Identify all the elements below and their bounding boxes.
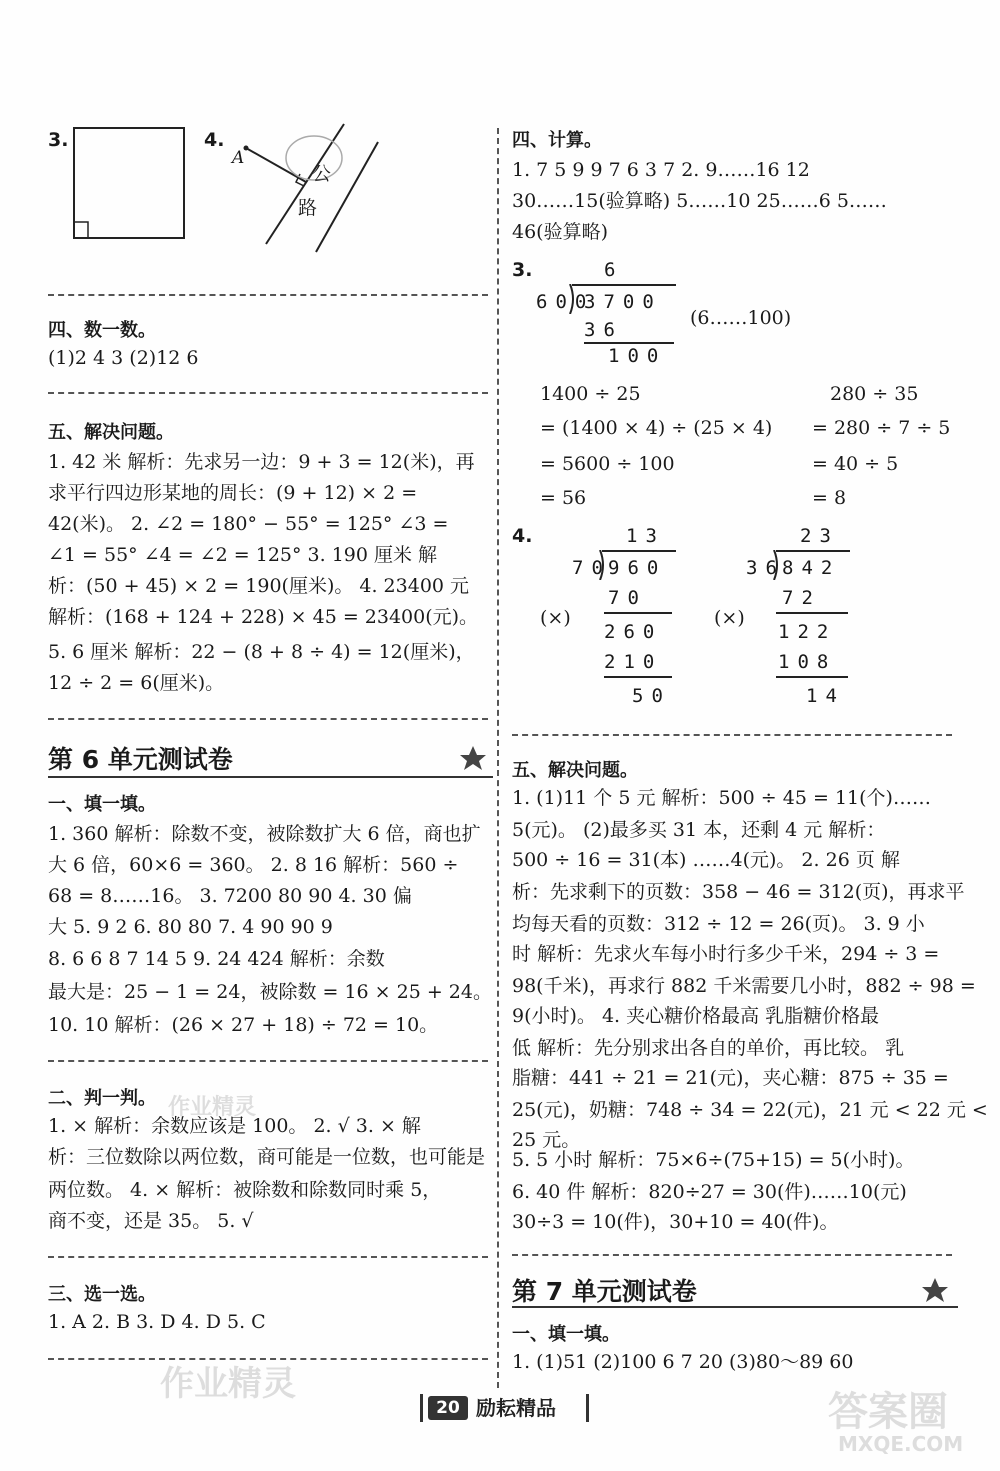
star-icon xyxy=(920,1276,950,1304)
answer-line: 25(元)，奶糖：748 ÷ 34 = 22(元)，21 元 < 22 元 < xyxy=(512,1099,988,1121)
ld3-line xyxy=(776,612,848,614)
answer-line: 两位数。 4. × 解析：被除数和除数同时乘 5， xyxy=(48,1179,442,1201)
ld2-quotient: 13 xyxy=(626,525,665,547)
answer-line: 脂糖：441 ÷ 21 = 21(元)，夹心糖：875 ÷ 35 = xyxy=(512,1067,949,1089)
answer-line: 均每天看的页数：312 ÷ 12 = 26(页)。 3. 9 小 xyxy=(512,913,925,935)
divider xyxy=(48,1256,488,1258)
ld2-bar xyxy=(602,550,676,552)
answer-line: 解析：(168 + 124 + 228) × 45 = 23400(元)。 xyxy=(48,606,479,628)
ld3-bar xyxy=(776,550,850,552)
answer-line: 10. 10 解析：(26 × 27 + 18) ÷ 72 = 10。 xyxy=(48,1014,439,1036)
footer-bracket xyxy=(420,1394,423,1422)
answer-line: 30……15(验算略) 5……10 25……6 5…… xyxy=(512,190,887,212)
equation-line: = 40 ÷ 5 xyxy=(812,453,899,475)
section-title: 四、计算。 xyxy=(512,130,602,151)
answer-line: 5. 6 厘米 解析：22 − (8 + 8 ÷ 4) = 12(厘米)， xyxy=(48,641,475,663)
answer-line: 8. 6 6 8 7 14 5 9. 24 424 解析：余数 xyxy=(48,948,385,970)
answer-line: 9(小时)。 4. 夹心糖价格最高 乳脂糖价格最 xyxy=(512,1005,880,1027)
answer-line: ∠1 = 55° ∠4 = ∠2 = 125° 3. 190 厘米 解 xyxy=(48,544,438,566)
point-a-label: A xyxy=(232,148,245,168)
divider xyxy=(48,718,488,720)
section-title: 三、选一选。 xyxy=(48,1284,156,1305)
answer-line: 42(米)。 2. ∠2 = 180° − 55° = 125° ∠3 = xyxy=(48,513,449,535)
section-title: 一、填一填。 xyxy=(512,1324,620,1345)
answer-line: 46(验算略) xyxy=(512,221,609,243)
unit-title: 第 7 单元测试卷 xyxy=(512,1277,697,1306)
ld1-remainder: 100 xyxy=(608,345,667,367)
ld3-step: 72 xyxy=(782,587,821,609)
ld1-dividend: 3700 xyxy=(584,291,662,313)
answer-line: 析：先求剩下的页数：358 − 46 = 312(页)，再求平 xyxy=(512,881,965,903)
fig3-label: 3. xyxy=(48,129,69,151)
ld1-bracket xyxy=(568,284,576,314)
item-label: 4. xyxy=(512,525,533,547)
answer-line: 68 = 8……16。 3. 7200 80 90 4. 30 偏 xyxy=(48,885,412,907)
section-title: 五、解决问题。 xyxy=(512,760,638,781)
answer-line: 1. (1)11 个 5 元 解析：500 ÷ 45 = 11(个)…… xyxy=(512,787,931,809)
ld1-divisor: 600 xyxy=(536,291,595,313)
divider xyxy=(48,392,488,394)
ld2-divisor: 70 xyxy=(572,557,611,579)
watermark: MXQE.COM xyxy=(838,1432,964,1456)
road-figure xyxy=(226,118,386,256)
ld2-mark: (×) xyxy=(540,607,571,629)
answer-line: 5(元)。 (2)最多买 31 本，还剩 4 元 解析： xyxy=(512,819,886,841)
ld3-quotient: 23 xyxy=(800,525,839,547)
page-footer xyxy=(420,1394,590,1422)
road-char-lu: 路 xyxy=(298,197,318,219)
unit-underline xyxy=(512,1306,958,1308)
divider xyxy=(512,734,952,736)
answer-line: 求平行四边形某地的周长：(9 + 12) × 2 = xyxy=(48,482,418,504)
brand-name: 励耘精品 xyxy=(476,1396,556,1420)
answer-line: 25 元。 xyxy=(512,1129,581,1151)
item-label: 3. xyxy=(512,259,533,281)
unit-underline xyxy=(48,776,493,778)
divider xyxy=(48,294,488,296)
ld2-line xyxy=(604,676,672,678)
answer-line: 500 ÷ 16 = 31(本) ……4(元)。 2. 26 页 解 xyxy=(512,849,900,871)
column-divider xyxy=(497,128,499,1388)
section-title: 二、判一判。 xyxy=(48,1088,156,1109)
ld3-dividend: 842 xyxy=(782,557,841,579)
ld3-bracket xyxy=(772,550,780,580)
answer-line: 大 6 倍，60×6 = 360。 2. 8 16 解析：560 ÷ xyxy=(48,854,459,876)
equation-line: = 56 xyxy=(540,487,587,509)
fig4-label: 4. xyxy=(204,129,225,151)
page-number: 20 xyxy=(428,1396,468,1420)
equation-line: = 5600 ÷ 100 xyxy=(540,453,675,475)
watermark: 作业精灵 xyxy=(160,1364,296,1404)
ld3-step: 122 xyxy=(778,621,837,643)
section-title: 四、数一数。 xyxy=(48,320,156,341)
ld1-bar xyxy=(572,284,676,286)
ld3-line xyxy=(776,676,848,678)
answer-line: 1. 42 米 解析：先求另一边：9 + 3 = 12(米)，再 xyxy=(48,451,475,473)
ld1-quotient: 6 xyxy=(604,259,624,281)
ld1-result: (6……100) xyxy=(690,307,792,329)
answer-line: 1. (1)51 (2)100 6 7 20 (3)80～89 60 xyxy=(512,1351,854,1373)
ld2-line xyxy=(604,612,672,614)
answer-line: 6. 40 件 解析：820÷27 = 30(件)……10(元) xyxy=(512,1181,907,1203)
watermark: 答案圈 xyxy=(828,1389,948,1435)
answer-line: 1. 360 解析：除数不变，被除数扩大 6 倍，商也扩 xyxy=(48,823,481,845)
answer-line: 1. 7 5 9 9 7 6 3 7 2. 9……16 12 xyxy=(512,159,810,181)
answer-line: 时 解析：先求火车每小时行多少千米，294 ÷ 3 = xyxy=(512,943,940,965)
answer-line: 析：三位数除以两位数，商可能是一位数，也可能是 xyxy=(48,1146,486,1168)
answer-line: 析：(50 + 45) × 2 = 190(厘米)。 4. 23400 元 xyxy=(48,575,470,597)
answer-line: 商不变，还是 35。 5. √ xyxy=(48,1210,254,1232)
ld2-step: 260 xyxy=(604,621,663,643)
ld2-step: 210 xyxy=(604,651,663,673)
equation-line: 280 ÷ 35 xyxy=(830,383,919,405)
answer-line: 最大是：25 − 1 = 24，被除数 = 16 × 25 + 24。 xyxy=(48,981,492,1003)
ld3-divisor: 36 xyxy=(746,557,785,579)
answer-line: (1)2 4 3 (2)12 6 xyxy=(48,347,199,369)
answer-line: 大 5. 9 2 6. 80 80 7. 4 90 90 9 xyxy=(48,916,333,938)
answer-line: 1. × 解析：余数应该是 100。 2. √ 3. × 解 xyxy=(48,1115,421,1137)
watermark: 作业精灵 xyxy=(168,1095,257,1120)
equation-line: = 8 xyxy=(812,487,847,509)
footer-bracket xyxy=(586,1394,589,1422)
equation-line: 1400 ÷ 25 xyxy=(540,383,641,405)
ld3-remainder: 14 xyxy=(806,685,845,707)
answer-line: 低 解析：先分别求出各自的单价，再比较。 乳 xyxy=(512,1037,905,1059)
answer-line: 1. A 2. B 3. D 4. D 5. C xyxy=(48,1311,266,1333)
answer-line: 98(千米)，再求行 882 千米需要几小时，882 ÷ 98 = xyxy=(512,975,976,997)
answer-line: 30÷3 = 10(件)，30+10 = 40(件)。 xyxy=(512,1211,839,1233)
section-title: 五、解决问题。 xyxy=(48,422,174,443)
section-title: 一、填一填。 xyxy=(48,794,156,815)
road-char-gong: 公 xyxy=(312,163,332,185)
unit-title: 第 6 单元测试卷 xyxy=(48,745,233,774)
ld3-step: 108 xyxy=(778,651,837,673)
ld1-step1: 36 xyxy=(584,319,623,341)
ld2-remainder: 50 xyxy=(632,685,671,707)
square-figure xyxy=(72,126,188,242)
equation-line: = 280 ÷ 7 ÷ 5 xyxy=(812,417,951,439)
ld2-bracket xyxy=(598,550,606,580)
ld3-mark: (×) xyxy=(714,607,745,629)
ld2-dividend: 960 xyxy=(608,557,667,579)
answer-line: 5. 5 小时 解析：75×6÷(75+15) = 5(小时)。 xyxy=(512,1149,915,1171)
star-icon xyxy=(458,744,488,772)
ld2-step: 70 xyxy=(608,587,647,609)
answer-line: 12 ÷ 2 = 6(厘米)。 xyxy=(48,672,225,694)
divider xyxy=(48,1060,488,1062)
divider xyxy=(512,1254,952,1256)
equation-line: = (1400 × 4) ÷ (25 × 4) xyxy=(540,417,773,439)
